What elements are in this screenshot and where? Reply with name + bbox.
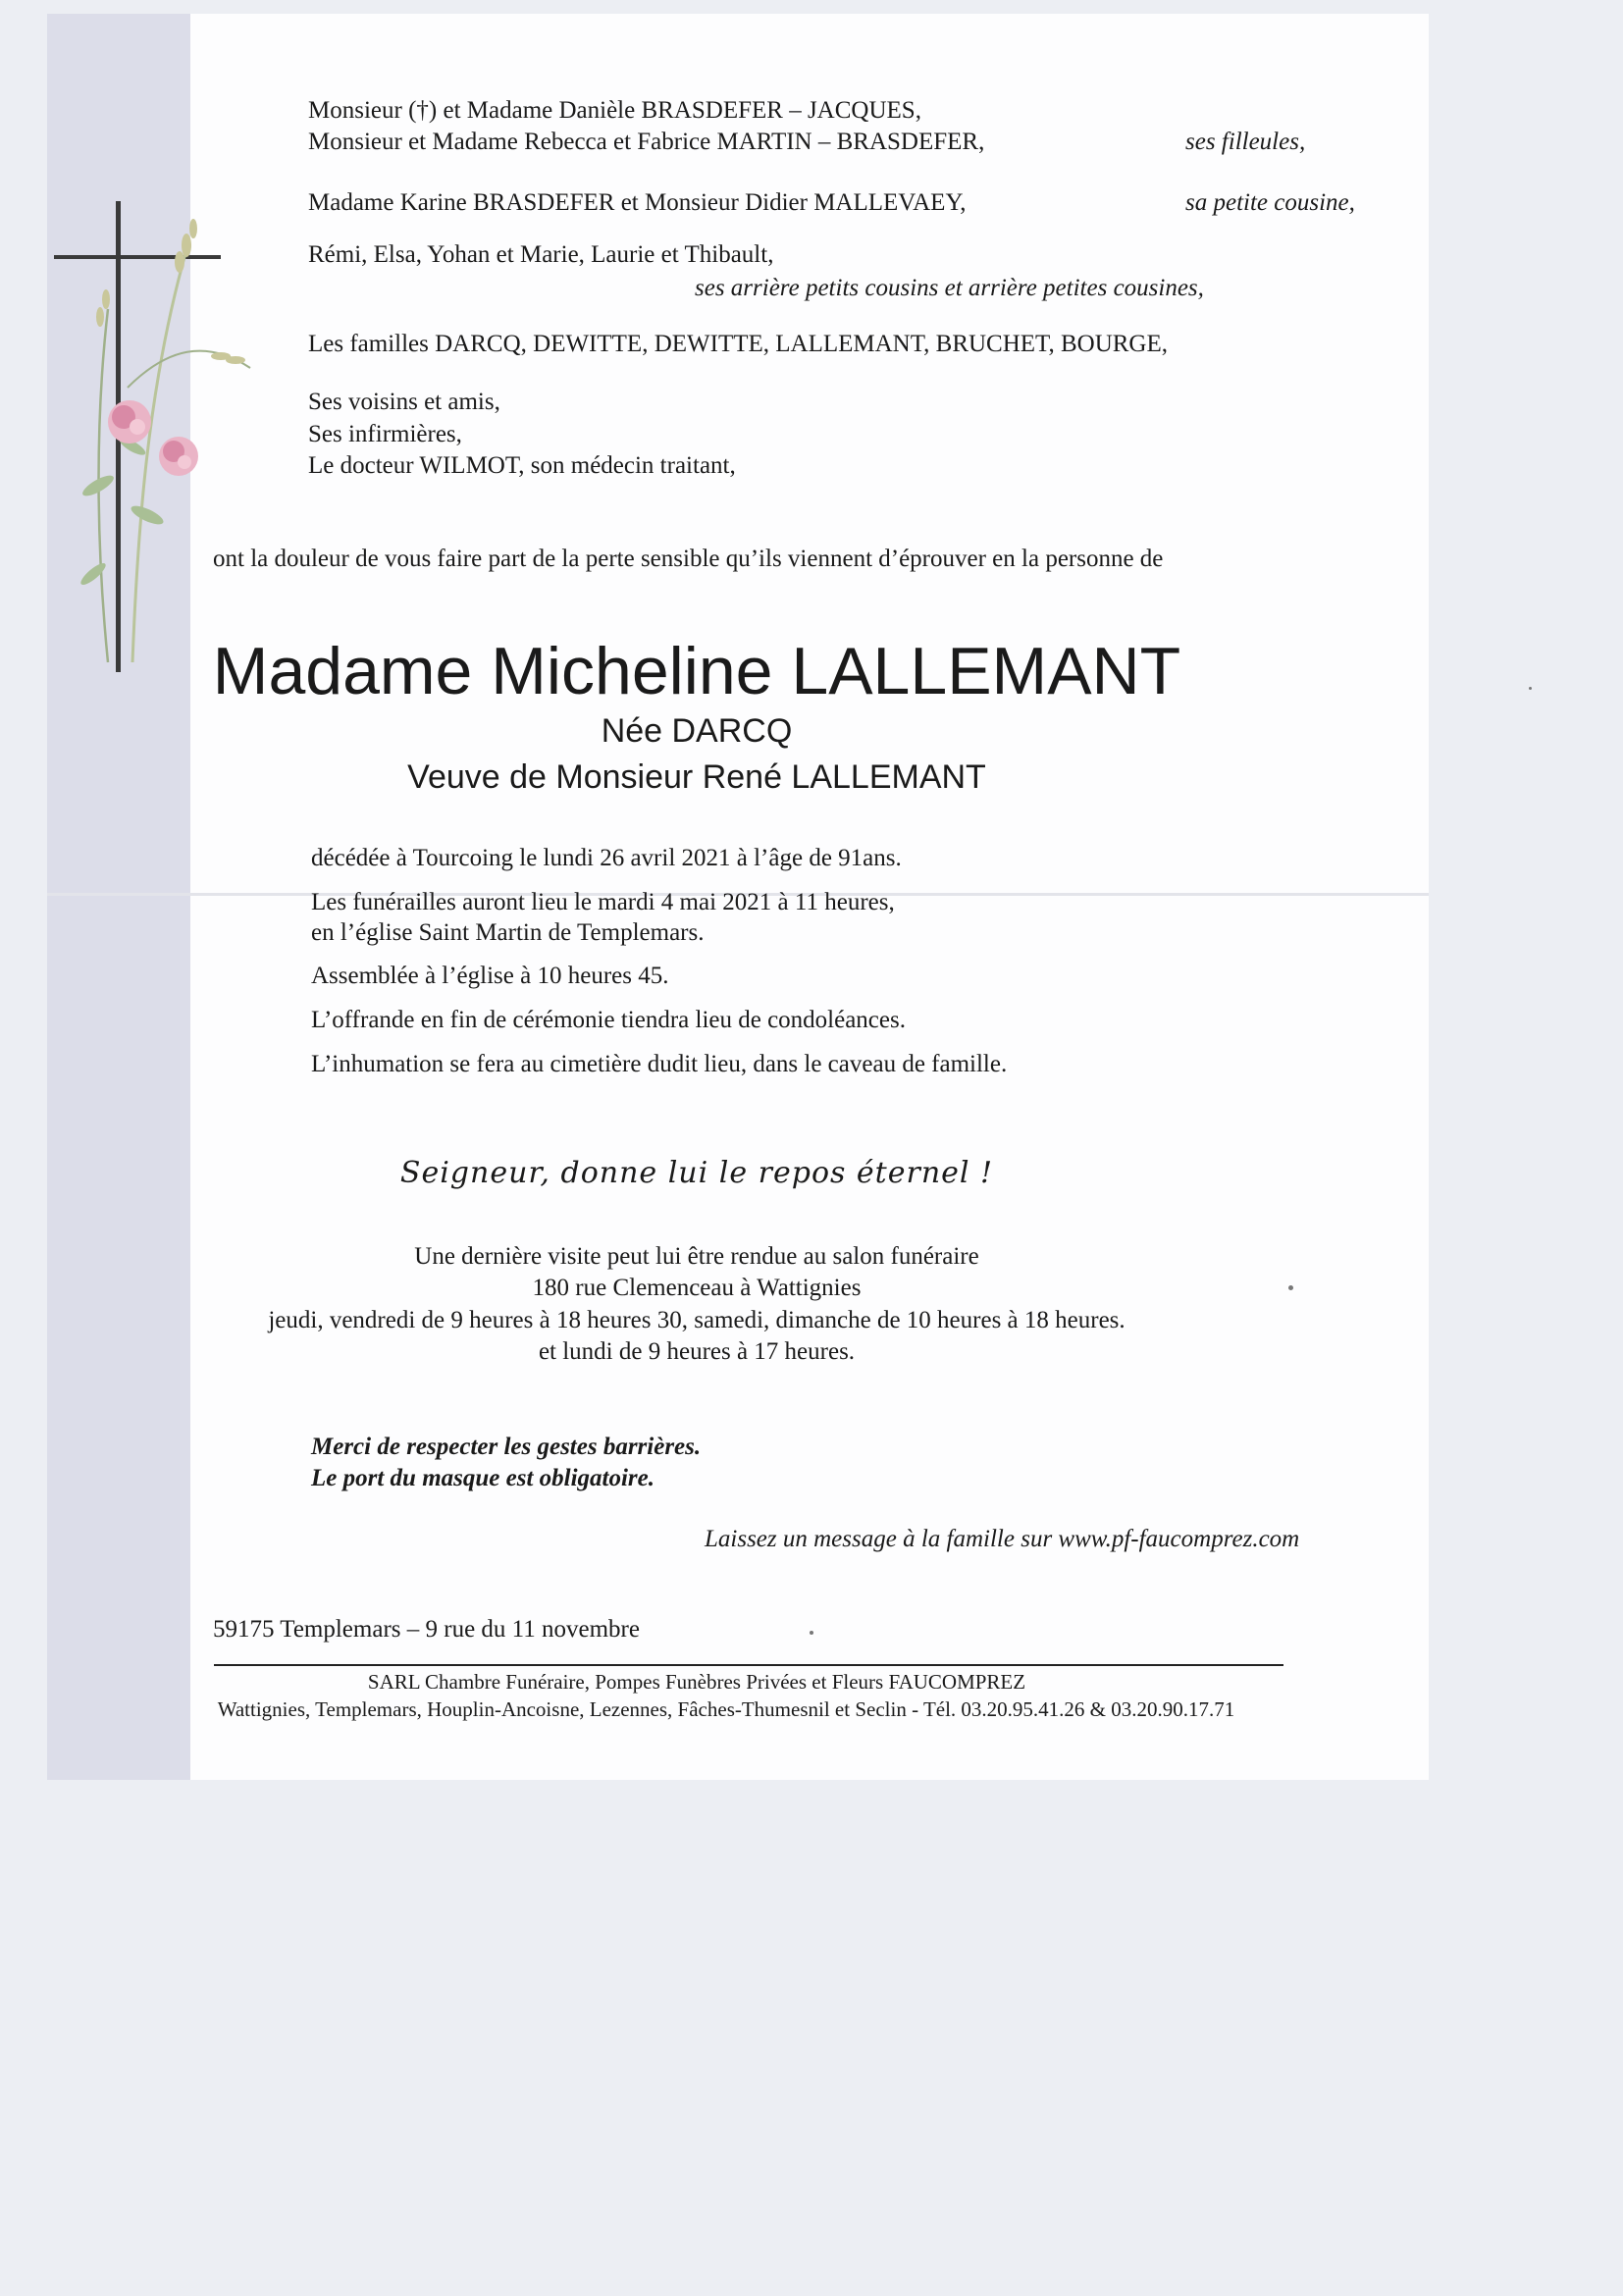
scan-speck [1529, 687, 1532, 690]
scan-speck [1288, 1285, 1293, 1290]
visit-line: et lundi de 9 heures à 17 heures. [538, 1338, 856, 1365]
family-line: Madame Karine BRASDEFER et Monsieur Didier MALLEVAEY, [308, 189, 967, 216]
funeral-details: Les funérailles auront lieu le mardi 4 mai 2021 à 11 heures, [311, 889, 895, 915]
widow-of: Veuve de Monsieur René LALLEMANT [407, 758, 986, 796]
barrier-notice: Merci de respecter les gestes barrières. [311, 1434, 702, 1460]
visit-line: jeudi, vendredi de 9 heures à 18 heures 30, samedi, dimanche de 10 heures à 18 heures. [268, 1307, 1126, 1333]
footer-divider [214, 1664, 1283, 1666]
company-locations: Wattignies, Templemars, Houplin-Ancoisne, Lezennes, Fâches-Thumesnil et Seclin - Tél. 03.20.95.41.26 & 03.20.90.17.71 [217, 1697, 1235, 1721]
death-details: décédée à Tourcoing le lundi 26 avril 2021 à l’âge de 91ans. [311, 845, 902, 871]
family-line: Monsieur et Madame Rebecca et Fabrice MARTIN – BRASDEFER, [308, 129, 985, 155]
family-relation: sa petite cousine, [1185, 189, 1355, 216]
company-name: SARL Chambre Funéraire, Pompes Funèbres Privées et Fleurs FAUCOMPREZ [367, 1670, 1026, 1694]
website-message: Laissez un message à la famille sur www.pf-faucomprez.com [705, 1526, 1300, 1552]
burial-details: L’inhumation se fera au cimetière dudit lieu, dans le caveau de famille. [311, 1051, 1008, 1077]
visit-line: 180 rue Clemenceau à Wattignies [532, 1275, 862, 1301]
family-relation: ses arrière petits cousins et arrière petites cousines, [695, 275, 1204, 301]
cross-with-roses-icon [39, 191, 255, 682]
family-line: Ses voisins et amis, [308, 389, 500, 415]
assembly-details: Assemblée à l’église à 10 heures 45. [311, 963, 669, 989]
deceased-name: Madame Micheline LALLEMANT [212, 634, 1181, 708]
mask-notice: Le port du masque est obligatoire. [311, 1465, 654, 1491]
family-line: Monsieur (†) et Madame Danièle BRASDEFER – JACQUES, [308, 97, 921, 124]
family-line: Rémi, Elsa, Yohan et Marie, Laurie et Thibault, [308, 241, 774, 268]
family-line: Ses infirmières, [308, 421, 462, 447]
family-relation: ses filleules, [1185, 129, 1306, 155]
family-line: Le docteur WILMOT, son médecin traitant, [308, 452, 736, 479]
announcement-text: ont la douleur de vous faire part de la perte sensible qu’ils viennent d’éprouver en la personne de [213, 546, 1164, 572]
prayer-text: Seigneur, donne lui le repos éternel ! [399, 1156, 994, 1190]
maiden-name: Née DARCQ [601, 712, 793, 750]
offering-details: L’offrande en fin de cérémonie tiendra lieu de condoléances. [311, 1007, 906, 1033]
funeral-details: en l’église Saint Martin de Templemars. [311, 919, 705, 946]
address: 59175 Templemars – 9 rue du 11 novembre [213, 1616, 640, 1643]
family-line: Les familles DARCQ, DEWITTE, DEWITTE, LALLEMANT, BRUCHET, BOURGE, [308, 331, 1169, 357]
visit-line: Une dernière visite peut lui être rendue au salon funéraire [414, 1243, 979, 1270]
scan-speck [810, 1631, 813, 1635]
